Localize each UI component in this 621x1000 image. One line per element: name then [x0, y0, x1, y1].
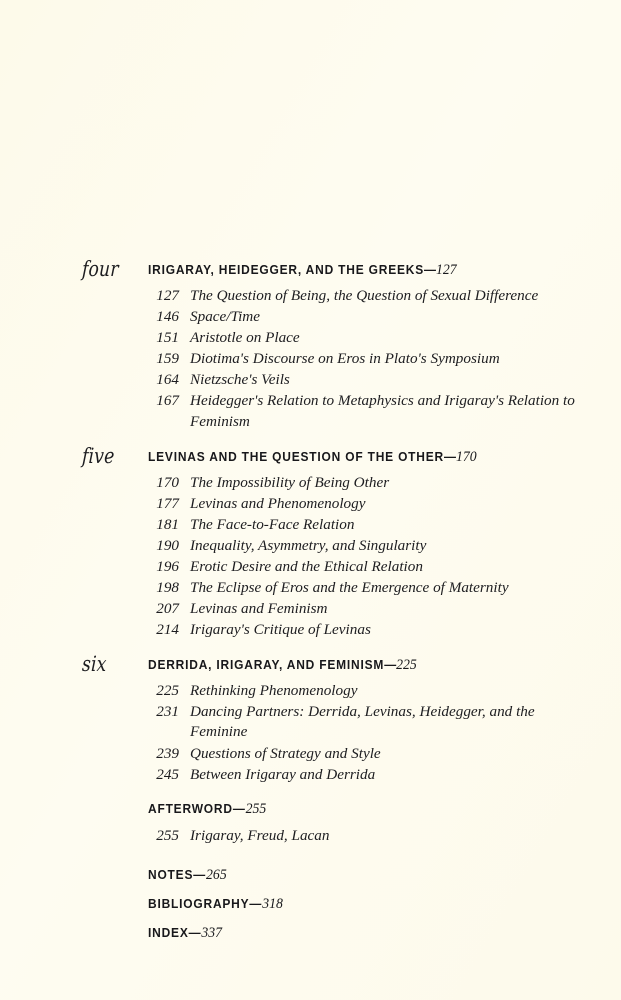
- section-title: The Eclipse of Eros and the Emergence of Maternity: [190, 579, 509, 596]
- section-entry: [152, 286, 585, 307]
- backmatter-section-list: [152, 826, 621, 847]
- section-title: Inequality, Asymmetry, and Singularity: [190, 536, 427, 554]
- section-entry: [152, 515, 585, 536]
- section-entry: [152, 349, 585, 370]
- section-list-four: [152, 286, 621, 433]
- section-page: 196: [156, 557, 179, 575]
- section-page: 151: [156, 329, 179, 347]
- backmatter-page: 337: [201, 924, 223, 941]
- section-title: Irigaray's Critique of Levinas: [190, 621, 371, 639]
- section-page: 170: [156, 473, 179, 491]
- chapter-page-five: 170: [455, 448, 477, 465]
- section-entry: [152, 328, 585, 349]
- backmatter-title: INDEX: [148, 925, 189, 940]
- backmatter-bibliography: [0, 897, 621, 913]
- section-entry: [152, 307, 585, 328]
- chapter-page-six: 225: [396, 656, 417, 673]
- section-page: 146: [156, 308, 179, 326]
- section-page: 181: [156, 515, 179, 533]
- chapter-dash-six: —: [384, 657, 397, 672]
- section-entry: [152, 744, 585, 765]
- section-page: 239: [156, 744, 179, 762]
- section-list-six: [152, 681, 621, 785]
- backmatter-page: 318: [262, 895, 283, 912]
- section-page: 225: [156, 681, 179, 699]
- section-entry: [152, 620, 585, 641]
- section-title: Levinas and Phenomenology: [190, 494, 366, 512]
- chapter-page-four: 127: [435, 262, 457, 278]
- backmatter-index: [0, 926, 621, 942]
- section-entry: [152, 473, 585, 494]
- section-title: Irigaray, Freud, Lacan: [190, 827, 330, 845]
- section-list-five: [152, 473, 621, 641]
- chapter-entry-five: [0, 443, 621, 641]
- backmatter-dash: —: [232, 802, 246, 817]
- chapter-heading-five: [148, 450, 597, 466]
- section-entry: [152, 578, 585, 599]
- backmatter-notes: [0, 868, 621, 884]
- backmatter-dash: —: [188, 925, 202, 940]
- section-entry: [152, 765, 585, 786]
- section-page: 167: [156, 392, 179, 410]
- section-title: Between Irigaray and Derrida: [190, 765, 376, 783]
- chapter-numeral-five: five: [81, 443, 116, 468]
- section-title: Space/Time: [190, 308, 261, 326]
- table-of-contents: [0, 257, 621, 955]
- chapter-entry-four: [0, 257, 621, 433]
- section-page: 207: [156, 600, 179, 618]
- backmatter-title: NOTES: [148, 867, 194, 882]
- backmatter-heading: [148, 802, 597, 818]
- backmatter-page: 265: [206, 866, 227, 883]
- section-page: 177: [156, 494, 179, 512]
- section-title: Heidegger's Relation to Metaphysics and Irigaray's Relation to Feminism: [190, 392, 575, 430]
- section-title: Levinas and Feminism: [190, 600, 328, 618]
- section-page: 231: [156, 702, 179, 720]
- section-entry: [152, 494, 585, 515]
- spacer: [0, 860, 621, 868]
- section-page: 214: [156, 621, 179, 639]
- section-entry: [152, 599, 585, 620]
- section-entry: [152, 370, 585, 391]
- section-entry: [152, 536, 585, 557]
- section-title: Diotima's Discourse on Eros in Plato's Symposium: [190, 350, 500, 368]
- section-title: The Question of Being, the Question of Sexual Difference: [190, 286, 539, 304]
- backmatter-page: 255: [245, 801, 267, 818]
- section-entry: [152, 391, 585, 432]
- chapter-heading-four: [148, 263, 597, 279]
- section-title: Erotic Desire and the Ethical Relation: [190, 557, 423, 575]
- section-entry: [152, 557, 585, 578]
- chapter-heading-six: [148, 658, 597, 674]
- section-title: The Face-to-Face Relation: [190, 515, 355, 533]
- section-entry: [152, 702, 585, 743]
- backmatter-title: BIBLIOGRAPHY: [148, 896, 250, 911]
- backmatter-heading: [148, 868, 597, 884]
- section-title: Questions of Strategy and Style: [190, 744, 381, 762]
- back-matter: [0, 802, 621, 941]
- section-page: 159: [156, 350, 179, 368]
- section-page: 127: [156, 286, 179, 304]
- section-entry: [152, 681, 585, 702]
- section-title: Dancing Partners: Derrida, Levinas, Heidegger, and the Feminine: [190, 702, 535, 741]
- chapter-numeral-six: six: [81, 651, 108, 676]
- section-page: 164: [156, 371, 179, 389]
- section-page: 198: [156, 579, 179, 596]
- backmatter-dash: —: [249, 896, 263, 911]
- section-title: Aristotle on Place: [190, 329, 300, 347]
- section-title: Nietzsche's Veils: [190, 371, 290, 389]
- chapter-dash-four: —: [424, 263, 436, 277]
- backmatter-heading: [148, 926, 597, 942]
- chapter-title-four: IRIGARAY, HEIDEGGER, AND THE GREEKS: [148, 263, 425, 277]
- chapter-entry-six: [0, 651, 621, 785]
- section-entry: [152, 826, 585, 847]
- backmatter-dash: —: [193, 867, 207, 882]
- section-page: 190: [156, 536, 179, 554]
- chapter-dash-five: —: [443, 449, 456, 464]
- section-page: 255: [156, 827, 179, 845]
- section-page: 245: [156, 765, 179, 783]
- backmatter-title: AFTERWORD: [148, 802, 233, 817]
- backmatter-afterword: [0, 802, 621, 847]
- chapter-title-five: LEVINAS AND THE QUESTION OF THE OTHER: [148, 449, 444, 464]
- chapter-title-six: DERRIDA, IRIGARAY, AND FEMINISM: [148, 657, 385, 672]
- section-title: The Impossibility of Being Other: [190, 473, 390, 491]
- section-title: Rethinking Phenomenology: [190, 681, 358, 699]
- backmatter-heading: [148, 897, 597, 913]
- chapter-numeral-four: four: [81, 257, 120, 281]
